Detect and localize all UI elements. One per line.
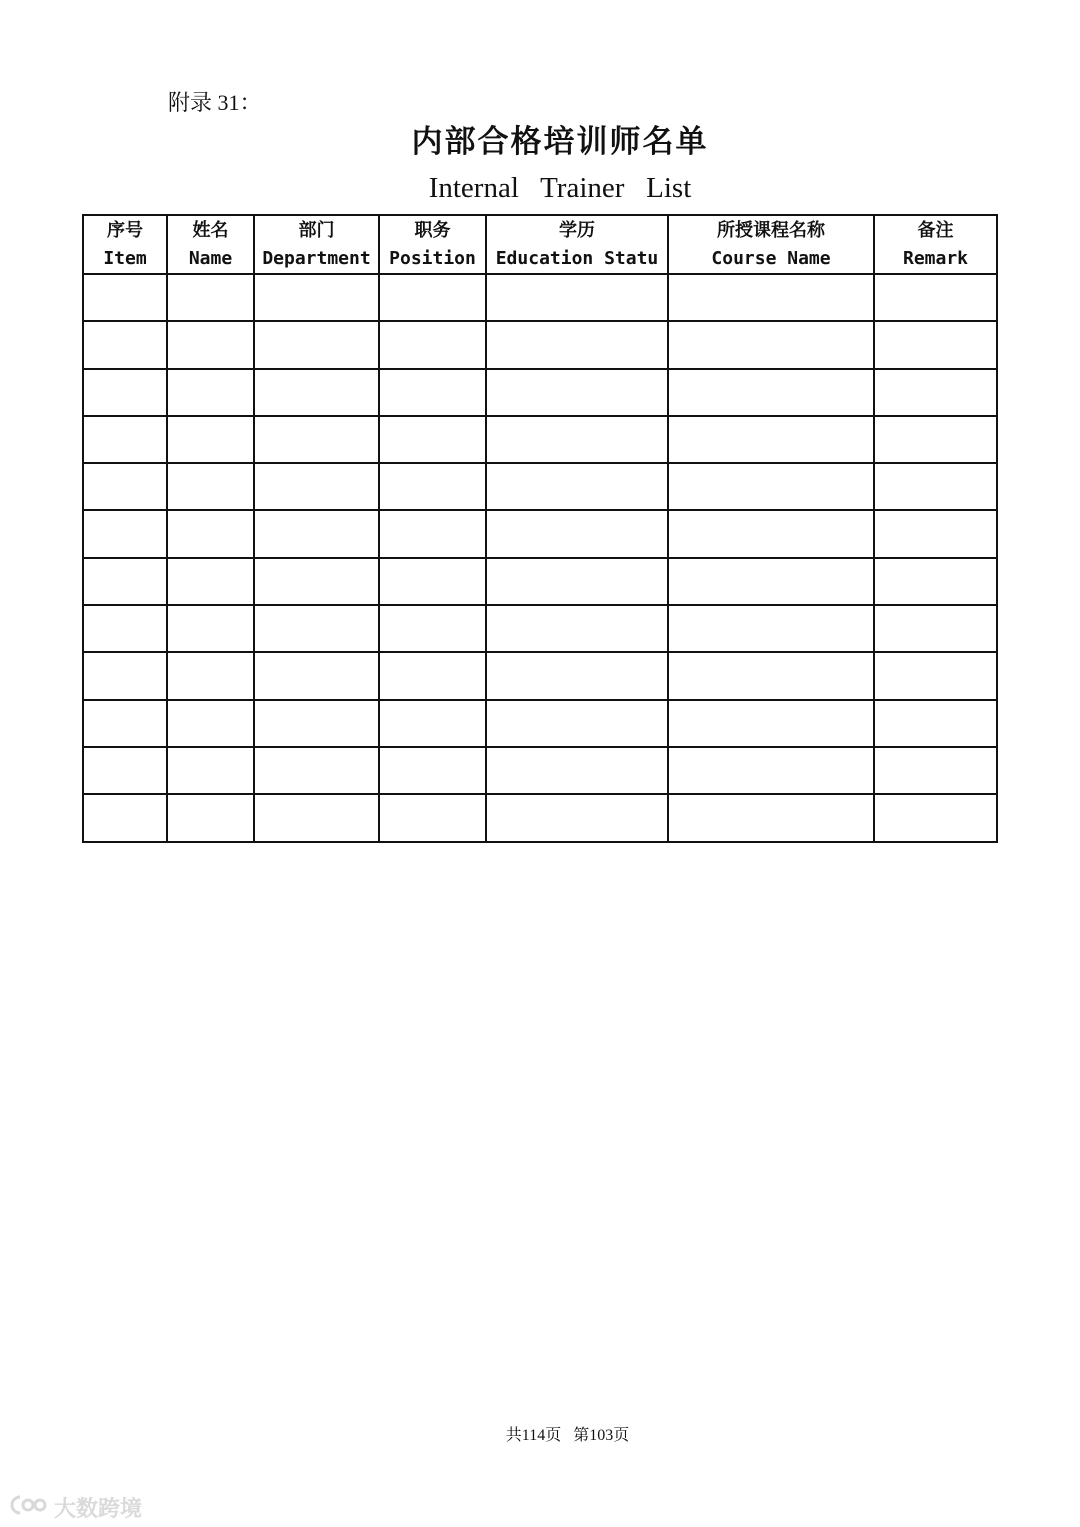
table-cell[interactable] — [167, 700, 254, 747]
table-row — [83, 652, 997, 699]
table-cell[interactable] — [486, 700, 668, 747]
table-cell[interactable] — [668, 416, 874, 463]
table-cell[interactable] — [167, 652, 254, 699]
table-cell[interactable] — [379, 510, 486, 557]
table-cell[interactable] — [486, 369, 668, 416]
table-cell[interactable] — [668, 510, 874, 557]
table-cell[interactable] — [486, 416, 668, 463]
table-cell[interactable] — [379, 321, 486, 368]
table-cell[interactable] — [379, 369, 486, 416]
table-cell[interactable] — [254, 274, 379, 321]
table-cell[interactable] — [254, 794, 379, 841]
page-title-chinese: 内部合格培训师名单 — [411, 124, 709, 160]
table-cell[interactable] — [83, 416, 167, 463]
table-cell[interactable] — [167, 369, 254, 416]
watermark-text: 大数跨境 — [54, 1497, 143, 1522]
table-cell[interactable] — [254, 558, 379, 605]
table-cell[interactable] — [83, 274, 167, 321]
table-cell[interactable] — [379, 605, 486, 652]
table-cell[interactable] — [83, 321, 167, 368]
table-cell[interactable] — [874, 321, 997, 368]
table-cell[interactable] — [83, 652, 167, 699]
table-cell[interactable] — [379, 274, 486, 321]
table-cell[interactable] — [254, 416, 379, 463]
table-row — [83, 274, 997, 321]
table-cell[interactable] — [83, 794, 167, 841]
table-cell[interactable] — [254, 463, 379, 510]
table-cell[interactable] — [254, 700, 379, 747]
table-cell[interactable] — [486, 321, 668, 368]
table-cell[interactable] — [83, 463, 167, 510]
table-cell[interactable] — [83, 558, 167, 605]
table-header-row — [83, 215, 997, 274]
table-cell[interactable] — [167, 558, 254, 605]
table-row — [83, 747, 997, 794]
table-cell[interactable] — [167, 274, 254, 321]
table-cell[interactable] — [668, 274, 874, 321]
header-department: 部门 Department — [254, 215, 379, 274]
table-cell[interactable] — [668, 321, 874, 368]
header-position: 职务 Position — [379, 215, 486, 274]
table-cell[interactable] — [167, 416, 254, 463]
table-row — [83, 416, 997, 463]
header-course-name: 所授课程名称 Course Name — [668, 215, 874, 274]
table-cell[interactable] — [668, 794, 874, 841]
table-cell[interactable] — [486, 747, 668, 794]
table-cell[interactable] — [486, 558, 668, 605]
header-name: 姓名 Name — [167, 215, 254, 274]
table-row — [83, 794, 997, 841]
table-cell[interactable] — [254, 369, 379, 416]
appendix-label: 附录 31： — [168, 90, 262, 115]
table-cell[interactable] — [486, 510, 668, 557]
header-remark: 备注 Remark — [874, 215, 997, 274]
table-cell[interactable] — [167, 321, 254, 368]
table-cell[interactable] — [167, 747, 254, 794]
table-cell[interactable] — [254, 605, 379, 652]
table-cell[interactable] — [167, 794, 254, 841]
table-row — [83, 605, 997, 652]
table-cell[interactable] — [167, 605, 254, 652]
table-cell[interactable] — [379, 463, 486, 510]
table-cell[interactable] — [83, 747, 167, 794]
table-row — [83, 463, 997, 510]
table-cell[interactable] — [668, 463, 874, 510]
table-cell[interactable] — [83, 700, 167, 747]
watermark — [10, 1492, 142, 1523]
trainer-list-table — [82, 214, 998, 843]
table-cell[interactable] — [668, 652, 874, 699]
table-cell[interactable] — [486, 794, 668, 841]
table-cell[interactable] — [874, 794, 997, 841]
table-cell[interactable] — [874, 747, 997, 794]
table-cell[interactable] — [874, 369, 997, 416]
table-cell[interactable] — [874, 558, 997, 605]
table-cell[interactable] — [167, 510, 254, 557]
table-cell[interactable] — [83, 605, 167, 652]
table-cell[interactable] — [379, 652, 486, 699]
table-cell[interactable] — [83, 510, 167, 557]
table-cell[interactable] — [379, 747, 486, 794]
table-cell[interactable] — [167, 463, 254, 510]
table-cell[interactable] — [668, 747, 874, 794]
table-cell[interactable] — [668, 558, 874, 605]
page-footer: 共114页 第103页 — [505, 1427, 630, 1444]
table-cell[interactable] — [379, 700, 486, 747]
table-cell[interactable] — [874, 274, 997, 321]
table-cell[interactable] — [874, 605, 997, 652]
page-title-english: Internal Trainer List — [428, 172, 692, 204]
table-cell[interactable] — [486, 463, 668, 510]
table-row — [83, 321, 997, 368]
brand-logo-icon — [10, 1494, 50, 1522]
table-cell[interactable] — [668, 605, 874, 652]
table-row — [83, 700, 997, 747]
table-cell[interactable] — [254, 510, 379, 557]
table-row — [83, 369, 997, 416]
table-cell[interactable] — [874, 510, 997, 557]
table-cell[interactable] — [254, 652, 379, 699]
table-row — [83, 558, 997, 605]
header-education: 学历 Education Statu — [486, 215, 668, 274]
table-cell[interactable] — [379, 794, 486, 841]
table-cell[interactable] — [874, 416, 997, 463]
table-cell[interactable] — [486, 605, 668, 652]
table-cell[interactable] — [874, 700, 997, 747]
table-cell[interactable] — [874, 652, 997, 699]
table-cell[interactable] — [668, 700, 874, 747]
table-body — [83, 274, 997, 842]
table-cell[interactable] — [668, 369, 874, 416]
table-cell[interactable] — [486, 652, 668, 699]
table-cell[interactable] — [486, 274, 668, 321]
table-cell[interactable] — [83, 369, 167, 416]
table-row — [83, 510, 997, 557]
header-item: 序号 Item — [83, 215, 167, 274]
table-cell[interactable] — [379, 558, 486, 605]
table-cell[interactable] — [254, 747, 379, 794]
table-cell[interactable] — [379, 416, 486, 463]
table-cell[interactable] — [254, 321, 379, 368]
table-cell[interactable] — [874, 463, 997, 510]
